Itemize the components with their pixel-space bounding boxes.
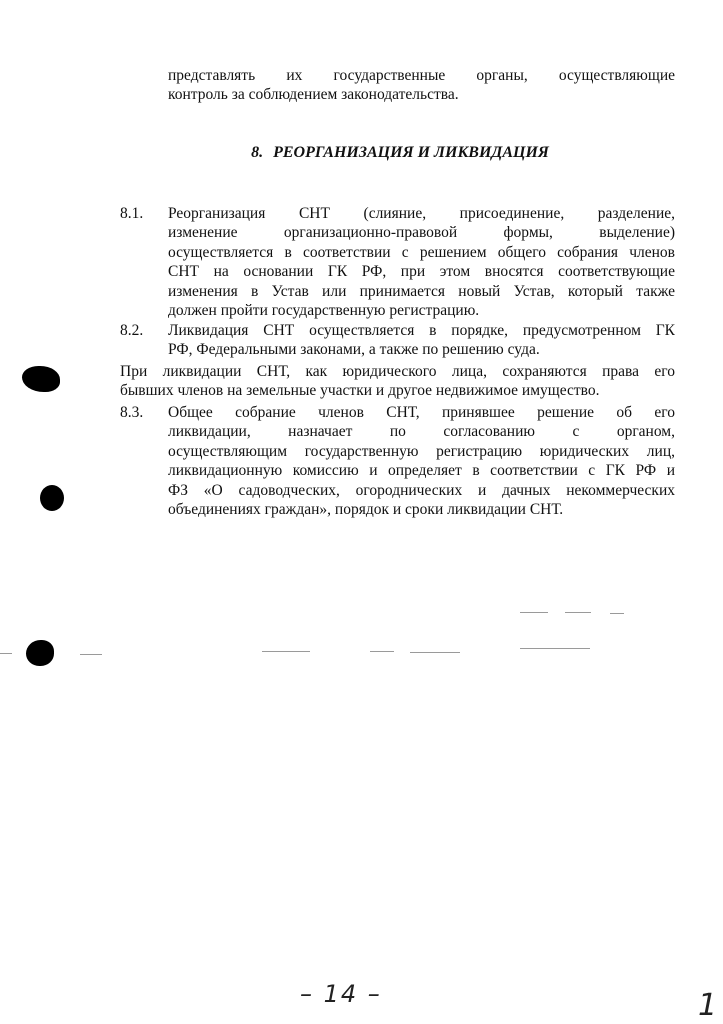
scan-line-mark [262, 651, 310, 652]
scan-hole-mark [22, 366, 60, 392]
clause-number: 8.1. [120, 205, 144, 222]
clause-body [168, 204, 675, 320]
text-line: Реорганизация СНТ (слияние, присоединение, разделение, [168, 205, 675, 222]
clause-number: 8.3. [120, 404, 144, 421]
text-line: При ликвидации СНТ, как юридического лица, сохраняются права его [120, 363, 675, 380]
page-number: – 14 – [300, 980, 382, 1008]
text-line: бывших членов на земельные участки и другое недвижимое имущество. [120, 382, 600, 400]
scan-hole-mark [26, 640, 54, 666]
text-line: должен пройти государственную регистрацию. [168, 302, 480, 320]
text-line: РФ, Федеральными законами, а также по решению суда. [168, 341, 540, 359]
text-line: объединениях граждан», порядок и сроки ликвидации СНТ. [168, 501, 564, 519]
text-line: изменения в Устав или принимается новый Устав, который также [168, 282, 675, 300]
scan-line-mark [565, 612, 591, 613]
scan-line-mark [520, 648, 590, 649]
section-heading [0, 144, 723, 162]
section-title: РЕОРГАНИЗАЦИЯ И ЛИКВИДАЦИЯ [273, 144, 549, 161]
scan-line-mark [410, 652, 460, 653]
clause-body [168, 321, 675, 360]
clause-number: 8.2. [120, 322, 144, 339]
text-line: осуществляющим государственную регистрацию юридических лиц, [168, 442, 675, 460]
text-line: изменение организационно-правовой формы, выделение) [168, 224, 675, 242]
intro-paragraph [168, 66, 675, 105]
text-line: Общее собрание членов СНТ, принявшее решение об его [168, 404, 675, 421]
scan-line-mark [610, 613, 624, 614]
text-line: ликвидации, назначает по согласованию с органом, [168, 423, 675, 441]
corner-page-mark: 1 [698, 988, 718, 1023]
text-line: ФЗ «О садоводческих, огороднических и дачных некоммерческих [168, 481, 675, 499]
text-line: ликвидационную комиссию и определяет в соответствии с ГК РФ и [168, 462, 675, 480]
text-line: Ликвидация СНТ осуществляется в порядке, предусмотренном ГК [168, 322, 675, 339]
section-number: 8. [251, 144, 264, 161]
text-line: СНТ на основании ГК РФ, при этом вносятся соответствующие [168, 263, 675, 281]
text-line: контроль за соблюдением законодательства. [168, 86, 459, 104]
text-line: осуществляется в соответствии с решением общего собрания членов [168, 243, 675, 261]
scan-line-mark [0, 653, 12, 654]
liquidation-rights-paragraph [120, 362, 675, 401]
scan-line-mark [520, 612, 548, 613]
clause-body [168, 403, 675, 519]
scan-hole-mark [40, 485, 64, 511]
text-line: представлять их государственные органы, осуществляющие [168, 67, 675, 84]
scan-line-mark [370, 651, 394, 652]
scan-line-mark [80, 654, 102, 655]
